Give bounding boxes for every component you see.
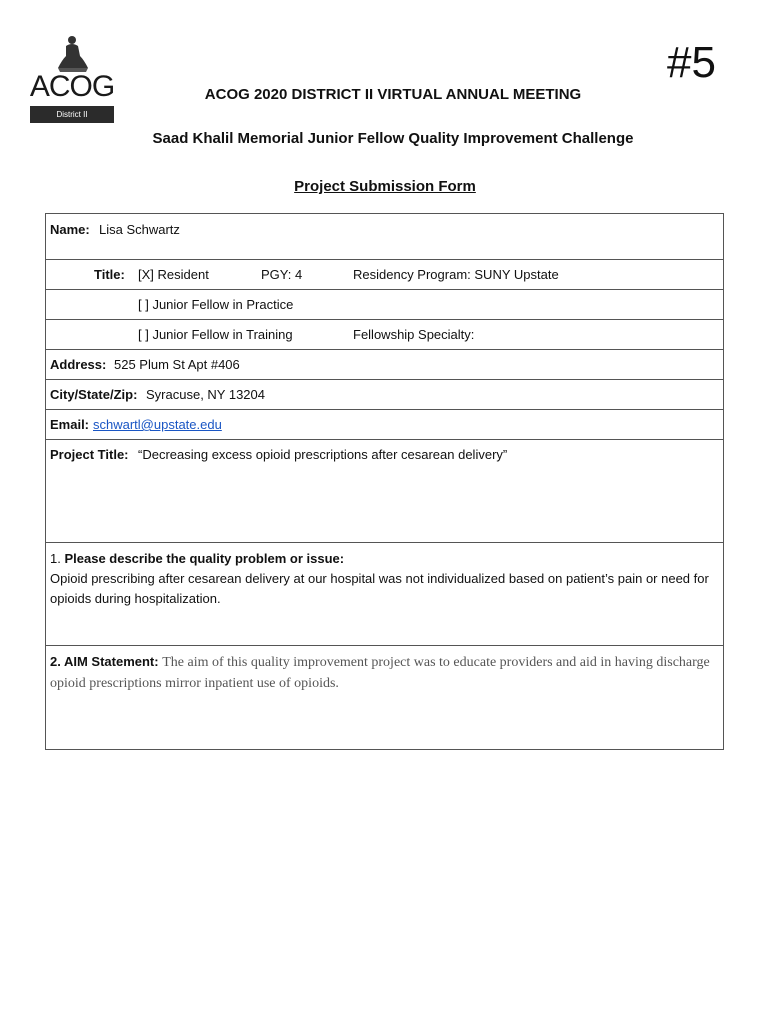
project-title-row: [46, 440, 723, 543]
name-label: Name:: [50, 222, 90, 237]
question-2: [46, 646, 723, 700]
fellowship-specialty: Fellowship Specialty:: [353, 327, 475, 342]
question-1-label: Please describe the quality problem or issue:: [64, 551, 345, 566]
name-value: Lisa Schwartz: [99, 222, 180, 237]
option-jf-training: [ ] Junior Fellow in Training: [138, 327, 293, 342]
residency-program: Residency Program: SUNY Upstate: [353, 267, 559, 282]
statue-icon: [28, 34, 116, 74]
email-row: [46, 410, 723, 440]
city-row: [46, 380, 723, 410]
city-value: Syracuse, NY 13204: [146, 387, 265, 402]
address-row: [46, 350, 723, 380]
question-1: [46, 543, 723, 615]
question-1-answer: Opioid prescribing after cesarean delivery at our hospital was not individualized based on patient’s pain or need for opioids during hospitalization.: [50, 571, 709, 606]
question-1-number: 1.: [50, 551, 61, 566]
option-resident: [X] Resident: [138, 267, 209, 282]
form-title: Project Submission Form: [294, 178, 476, 195]
address-label: Address:: [50, 357, 107, 372]
logo-text: ACOG: [29, 70, 115, 103]
jf-training-row: [46, 320, 723, 350]
question-2-answer: The aim of this quality improvement project was to educate providers and aid in having discharge opioid prescriptions mirror inpatient use of opioids.: [50, 655, 710, 691]
email-link[interactable]: schwartl@upstate.edu: [93, 417, 222, 432]
pgy-value: PGY: 4: [261, 267, 303, 282]
page-number: #5: [667, 38, 716, 87]
option-jf-practice: [ ] Junior Fellow in Practice: [138, 297, 294, 312]
question-1-row: [46, 543, 723, 646]
project-title-value: “Decreasing excess opioid prescriptions after cesarean delivery”: [138, 447, 508, 462]
challenge-title: Saad Khalil Memorial Junior Fellow Quality Improvement Challenge: [152, 130, 634, 147]
logo-district: District II: [30, 106, 114, 123]
question-2-row: [46, 646, 723, 749]
name-row: [46, 214, 723, 260]
submission-form: [45, 213, 724, 750]
title-label: Title:: [94, 267, 125, 282]
meeting-title: ACOG 2020 DISTRICT II VIRTUAL ANNUAL MEETING: [204, 86, 582, 103]
email-label: Email:: [50, 417, 90, 432]
city-label: City/State/Zip:: [50, 387, 138, 402]
acog-logo: [28, 34, 116, 126]
question-2-label: 2. AIM Statement:: [50, 654, 159, 669]
title-row: [46, 260, 723, 290]
address-value: 525 Plum St Apt #406: [114, 357, 240, 372]
jf-practice-row: [46, 290, 723, 320]
project-title-label: Project Title:: [50, 447, 129, 462]
